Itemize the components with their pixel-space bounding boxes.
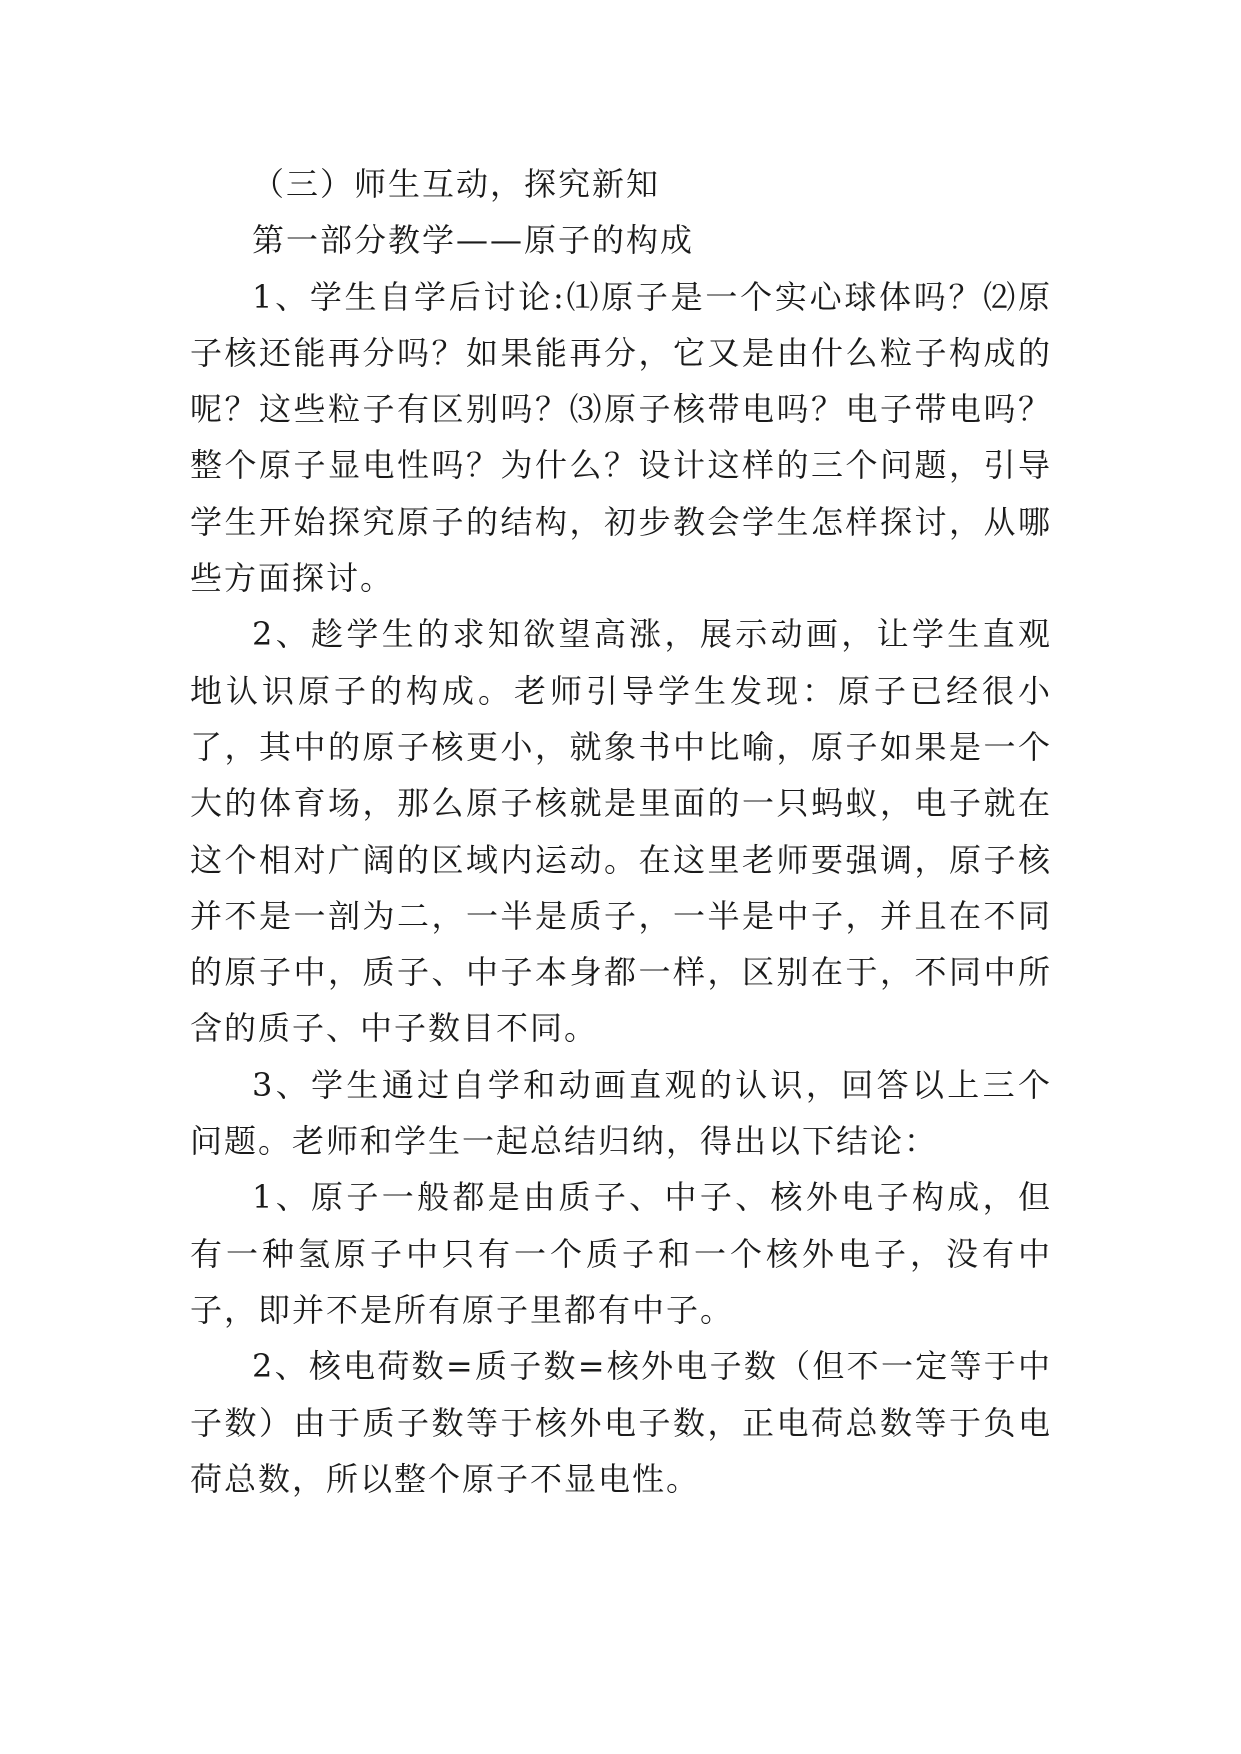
paragraph-self-study-discussion: 1、学生自学后讨论:⑴原子是一个实心球体吗？⑵原子核还能再分吗？如果能再分，它又是由什么粒子构成的呢？这些粒子有区别吗？⑶原子核带电吗？电子带电吗？整个原子显电性吗？为什么？设计这样的三个问题，引导学生开始探究原子的结构，初步教会学生怎样探讨，从哪些方面探讨。	[190, 277, 1052, 598]
paragraph-conclusion-1: 1、原子一般都是由质子、中子、核外电子构成，但有一种氢原子中只有一个质子和一个核外电子，没有中子，即并不是所有原子里都有中子。	[190, 1178, 1052, 1329]
paragraph-student-answers: 3、学生通过自学和动画直观的认识，回答以上三个问题。老师和学生一起总结归纳，得出以下结论：	[190, 1065, 1052, 1161]
paragraph-conclusion-2: 2、核电荷数=质子数=核外电子数（但不一定等于中子数）由于质子数等于核外电子数，正电荷总数等于负电荷总数，所以整个原子不显电性。	[190, 1347, 1052, 1498]
paragraph-animation-demo: 2、趁学生的求知欲望高涨，展示动画，让学生直观地认识原子的构成。老师引导学生发现：原子已经很小了，其中的原子核更小，就象书中比喻，原子如果是一个大的体育场，那么原子核就是里面的一只蚂蚁，电子就在这个相对广阔的区域内运动。在这里老师要强调，原子核并不是一剖为二，一半是质子，一半是中子，并且在不同的原子中，质子、中子本身都一样，区别在于，不同中所含的质子、中子数目不同。	[190, 615, 1052, 1048]
part-heading: 第一部分教学——原子的构成	[252, 221, 695, 260]
section-heading: （三）师生互动，探究新知	[252, 165, 661, 203]
document-body	[190, 156, 1052, 1507]
